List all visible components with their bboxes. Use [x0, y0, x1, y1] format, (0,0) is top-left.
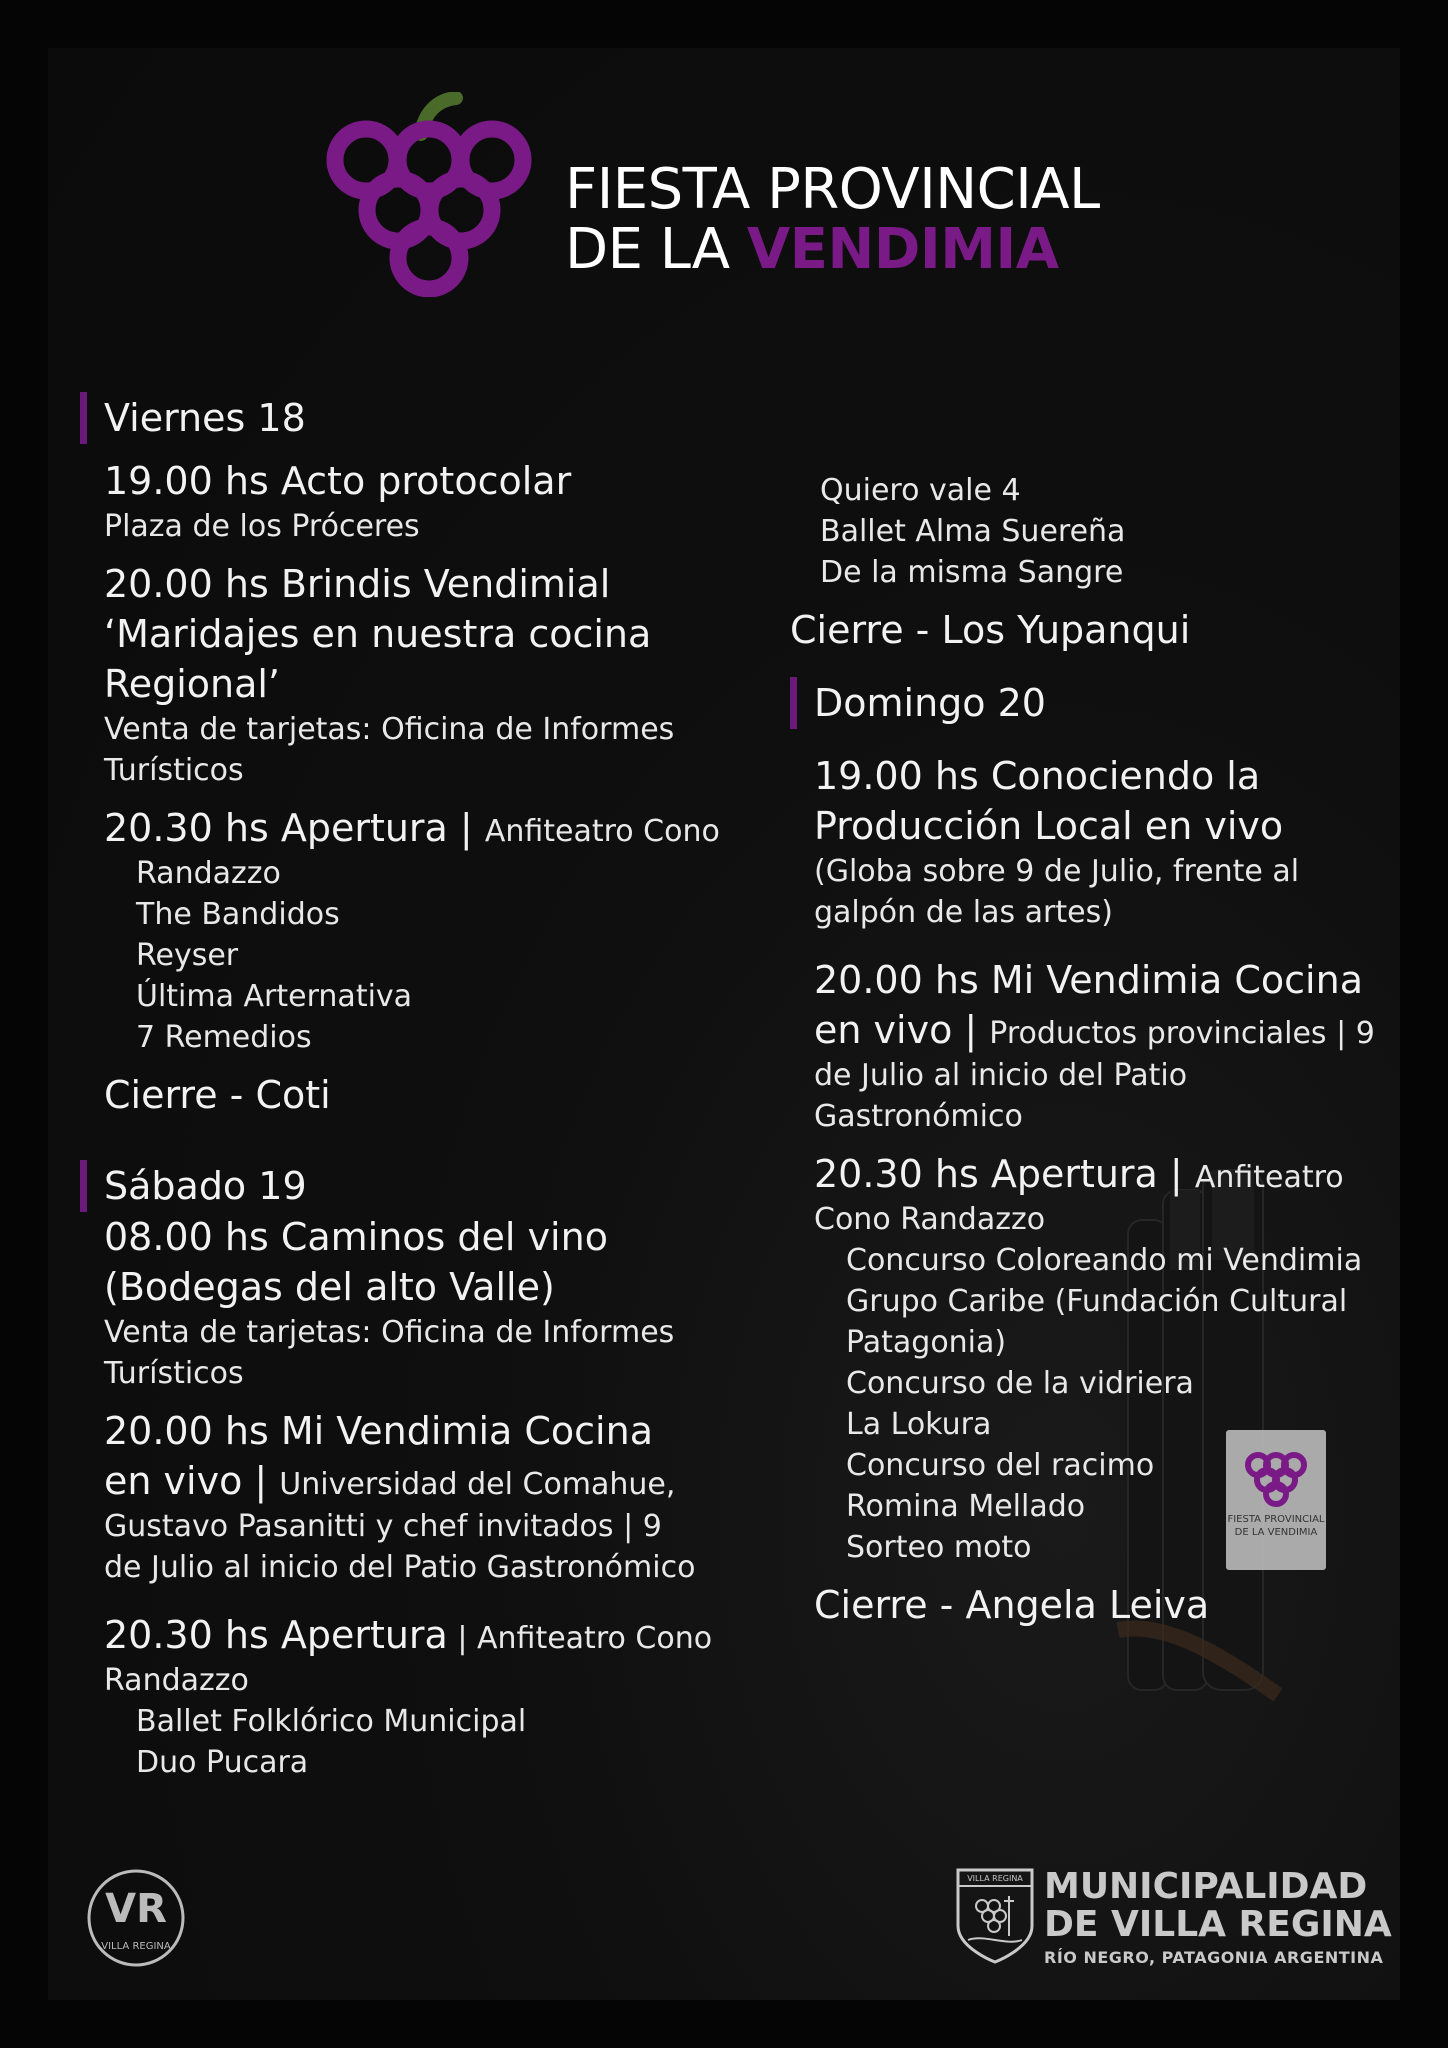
event-time: 20.30 hs Apertura [814, 1152, 1158, 1196]
list-item: Randazzo [136, 856, 281, 891]
event-heading [790, 1149, 1390, 1199]
event-heading [80, 803, 760, 853]
event-detail: Gastronómico [814, 1099, 1023, 1134]
municipality-logo [1044, 1868, 1392, 1967]
event-detail: de Julio al inicio del Patio Gastronómico [104, 1550, 696, 1585]
bottle-label-line1: FIESTA PROVINCIAL [1227, 1514, 1325, 1525]
cierre-heading: Cierre - Coti [104, 1073, 331, 1117]
list-item: De la misma Sangre [820, 555, 1124, 590]
event-heading [80, 1456, 760, 1506]
badge-mark: VR [105, 1886, 167, 1932]
event-place: Anfiteatro [1194, 1160, 1344, 1195]
event-place: | Anfiteatro Cono [447, 1621, 713, 1656]
event-heading: 19.00 hs Conociendo la [814, 754, 1261, 798]
list-item: Quiero vale 4 [820, 473, 1021, 508]
event-time: en vivo | [104, 1459, 280, 1503]
event-heading: Producción Local en vivo [814, 804, 1284, 848]
event-heading: 20.00 hs Mi Vendimia Cocina [814, 958, 1363, 1002]
municipality-line-1: MUNICIPALIDAD [1044, 1866, 1368, 1907]
list-item: Romina Mellado [846, 1489, 1086, 1524]
title-line-2 [565, 217, 1100, 282]
lineup-list [80, 853, 760, 1058]
event-heading: 19.00 hs Acto protocolar [104, 459, 572, 503]
event-detail: Plaza de los Próceres [104, 509, 420, 544]
title-plain: DE LA [565, 217, 747, 282]
event-place: Anfiteatro Cono [484, 814, 720, 849]
grape-logo-icon [326, 92, 536, 297]
event-detail: Productos provinciales | 9 [989, 1016, 1375, 1051]
list-item: Ballet Alma Suereña [820, 514, 1126, 549]
list-item: Última Arternativa [136, 979, 413, 1014]
municipal-shield-icon [954, 1866, 1036, 1966]
bottle-label-line2: DE LA VENDIMIA [1234, 1527, 1318, 1538]
title-accent: VENDIMIA [746, 217, 1059, 282]
list-item: 7 Remedios [136, 1020, 312, 1055]
list-item: The Bandidos [136, 897, 340, 932]
event-time: 20.30 hs Apertura [104, 806, 448, 850]
event-detail: Turísticos [104, 1356, 244, 1391]
lineup-list [790, 470, 1390, 593]
lineup-list [790, 1240, 1390, 1568]
list-item: Sorteo moto [846, 1530, 1032, 1565]
list-item: Grupo Caribe (Fundación Cultural [846, 1284, 1348, 1319]
list-item: Duo Pucara [136, 1745, 309, 1780]
event-detail: Venta de tarjetas: Oficina de Informes [104, 712, 675, 747]
right-column [790, 470, 1390, 1630]
lineup-list [80, 1701, 760, 1783]
event-place: Randazzo [104, 1663, 249, 1698]
event-detail: (Globa sobre 9 de Julio, frente al [814, 854, 1300, 889]
municipality-line-2: DE VILLA REGINA [1044, 1904, 1392, 1945]
event-heading: ‘Maridajes en nuestra cocina [104, 612, 652, 656]
event-heading [790, 1005, 1390, 1055]
left-column [80, 392, 760, 1783]
cierre-heading: Cierre - Los Yupanqui [790, 608, 1191, 652]
title-line-1: FIESTA PROVINCIAL [565, 157, 1100, 222]
event-heading [80, 1610, 760, 1660]
day-heading-sabado: Sábado 19 [80, 1160, 760, 1212]
event-heading: Regional’ [104, 662, 281, 706]
badge-subtitle: VILLA REGINA [101, 1941, 171, 1952]
list-item: Patagonia) [846, 1325, 1007, 1360]
list-item: Reyser [136, 938, 239, 973]
separator: | [1157, 1152, 1195, 1196]
day-heading-viernes: Viernes 18 [80, 392, 760, 444]
list-item: Concurso del racimo [846, 1448, 1155, 1483]
list-item: Ballet Folklórico Municipal [136, 1704, 527, 1739]
event-heading: 20.00 hs Brindis Vendimial [104, 562, 611, 606]
event-detail: Turísticos [104, 753, 244, 788]
municipality-line-3: RÍO NEGRO, PATAGONIA ARGENTINA [1044, 1948, 1384, 1967]
event-time: 20.30 hs Apertura [104, 1613, 448, 1657]
cierre-heading: Cierre - Angela Leiva [814, 1583, 1210, 1627]
event-detail: de Julio al inicio del Patio [814, 1058, 1188, 1093]
page-title [565, 157, 1100, 282]
list-item: La Lokura [846, 1407, 992, 1442]
separator: | [447, 806, 485, 850]
list-item: Concurso de la vidriera [846, 1366, 1194, 1401]
day-heading-domingo: Domingo 20 [790, 677, 1390, 729]
event-place: Cono Randazzo [814, 1202, 1046, 1237]
event-time: en vivo | [814, 1008, 990, 1052]
shield-caption: VILLA REGINA [967, 1874, 1023, 1883]
event-detail: galpón de las artes) [814, 895, 1113, 930]
list-item: Concurso Coloreando mi Vendimia [846, 1243, 1363, 1278]
event-detail: Universidad del Comahue, [279, 1467, 676, 1502]
event-detail: Gustavo Pasanitti y chef invitados | 9 [104, 1509, 662, 1544]
event-heading: 08.00 hs Caminos del vino [104, 1215, 608, 1259]
event-detail: Venta de tarjetas: Oficina de Informes [104, 1315, 675, 1350]
event-heading: (Bodegas del alto Valle) [104, 1265, 555, 1309]
event-heading: 20.00 hs Mi Vendimia Cocina [104, 1409, 653, 1453]
